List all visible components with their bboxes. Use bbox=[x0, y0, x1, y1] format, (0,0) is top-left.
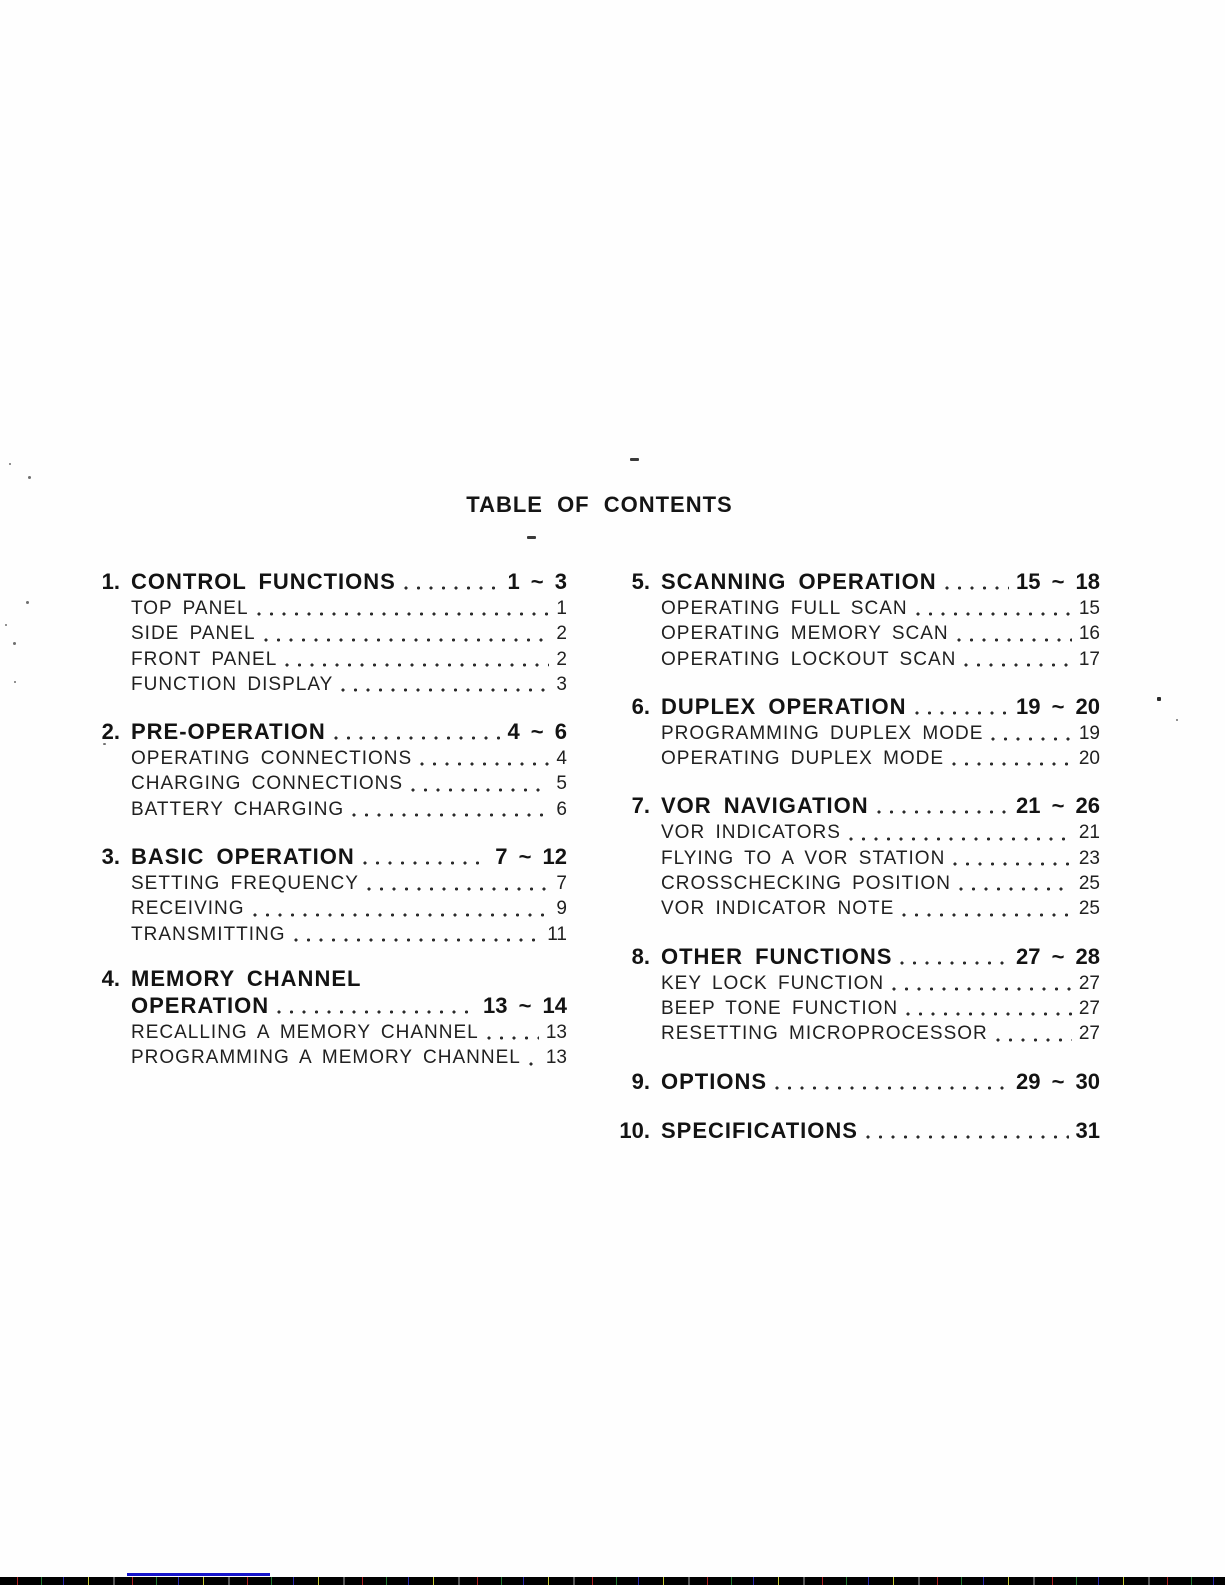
toc-entry-label: FLYING TO A VOR STATION bbox=[661, 847, 946, 869]
section-page-range: 19 ~ 20 bbox=[1015, 693, 1100, 719]
scan-speck bbox=[9, 463, 11, 465]
dot-leader bbox=[256, 621, 557, 646]
toc-entry bbox=[617, 820, 1100, 845]
toc-entry-label: FRONT PANEL bbox=[131, 648, 278, 670]
dot-leader bbox=[937, 567, 1016, 596]
toc-entry bbox=[617, 596, 1100, 621]
toc-entry-page: 19 bbox=[1078, 722, 1100, 744]
section-page-range: 7 ~ 12 bbox=[495, 844, 567, 870]
toc-entry-label: RECALLING A MEMORY CHANNEL bbox=[131, 1021, 479, 1043]
dot-leader bbox=[249, 596, 557, 621]
toc-entry-page: 15 bbox=[1078, 598, 1100, 619]
toc-entry-label: TOP PANEL bbox=[131, 598, 249, 619]
toc-entry-page: 2 bbox=[556, 623, 567, 645]
section-title: MEMORY CHANNEL bbox=[131, 965, 362, 991]
section-number: 2. bbox=[101, 719, 120, 745]
toc-entry bbox=[617, 721, 1100, 746]
scan-speck bbox=[28, 476, 31, 479]
toc-entry-page: 7 bbox=[556, 873, 567, 895]
toc-heading bbox=[90, 717, 567, 746]
toc-heading bbox=[617, 791, 1100, 820]
toc-entry-label: VOR INDICATOR NOTE bbox=[661, 898, 895, 920]
toc-section-specifications bbox=[617, 1116, 1100, 1145]
toc-entry bbox=[90, 621, 567, 646]
section-title: SPECIFICATIONS bbox=[661, 1117, 858, 1143]
toc-left-column bbox=[90, 567, 567, 1091]
toc-heading bbox=[617, 942, 1100, 971]
dot-leader bbox=[269, 991, 483, 1020]
toc-entry-label: OPERATING LOCKOUT SCAN bbox=[661, 648, 957, 670]
dot-leader bbox=[988, 1021, 1079, 1046]
section-number: 4. bbox=[101, 965, 120, 991]
dot-leader bbox=[869, 791, 1016, 820]
toc-right-column bbox=[617, 567, 1100, 1165]
toc-entry bbox=[617, 846, 1100, 871]
toc-entry-page: 27 bbox=[1078, 997, 1100, 1019]
dot-leader bbox=[956, 647, 1079, 672]
section-title: VOR NAVIGATION bbox=[661, 793, 869, 819]
toc-entry bbox=[90, 647, 567, 672]
toc-section-duplex-operation bbox=[617, 692, 1100, 772]
toc-entry-page: 13 bbox=[545, 1021, 567, 1043]
dot-leader bbox=[884, 971, 1079, 996]
dot-leader bbox=[907, 692, 1016, 721]
dot-leader bbox=[355, 842, 496, 871]
toc-entry-page: 11 bbox=[547, 923, 567, 945]
section-title: OTHER FUNCTIONS bbox=[661, 943, 893, 969]
toc-entry-label: CHARGING CONNECTIONS bbox=[131, 773, 404, 795]
toc-entry-page: 17 bbox=[1078, 648, 1100, 670]
section-title: PRE-OPERATION bbox=[131, 719, 326, 745]
toc-entry bbox=[90, 746, 567, 771]
section-title: OPTIONS bbox=[661, 1068, 768, 1094]
toc-entry-page: 13 bbox=[545, 1047, 567, 1069]
scan-artifact-dash-top bbox=[630, 458, 639, 461]
toc-entry-page: 1 bbox=[556, 598, 567, 619]
toc-entry bbox=[617, 746, 1100, 771]
dot-leader bbox=[951, 871, 1079, 896]
toc-section-pre-operation bbox=[90, 717, 567, 822]
scan-speck bbox=[5, 624, 7, 626]
toc-entry-page: 23 bbox=[1078, 847, 1100, 869]
toc-entry bbox=[617, 996, 1100, 1021]
toc-entry-label: TRANSMITTING bbox=[131, 923, 286, 945]
section-title: SCANNING OPERATION bbox=[661, 569, 937, 594]
dot-leader bbox=[521, 1045, 546, 1070]
toc-entry-label: CROSSCHECKING POSITION bbox=[661, 873, 951, 895]
section-title: DUPLEX OPERATION bbox=[661, 693, 907, 719]
dot-leader bbox=[344, 797, 556, 822]
toc-entry-label: BEEP TONE FUNCTION bbox=[661, 997, 899, 1019]
toc-entry-page: 20 bbox=[1078, 748, 1100, 770]
toc-entry bbox=[90, 922, 567, 947]
toc-heading bbox=[617, 567, 1100, 596]
toc-entry bbox=[617, 871, 1100, 896]
dot-leader bbox=[944, 746, 1079, 771]
toc-entry bbox=[90, 871, 567, 896]
toc-entry-label: SETTING FREQUENCY bbox=[131, 873, 359, 895]
toc-entry-label: OPERATING DUPLEX MODE bbox=[661, 748, 945, 770]
dot-leader bbox=[412, 746, 556, 771]
dot-leader bbox=[333, 672, 556, 697]
dot-leader bbox=[892, 942, 1016, 971]
scan-speck bbox=[1157, 697, 1161, 701]
toc-entry-label: FUNCTION DISPLAY bbox=[131, 673, 334, 695]
toc-entry-label: OPERATING MEMORY SCAN bbox=[661, 623, 949, 645]
section-page-range: 27 ~ 28 bbox=[1015, 943, 1100, 969]
section-page-range: 21 ~ 26 bbox=[1015, 793, 1100, 819]
toc-section-other-functions bbox=[617, 942, 1100, 1047]
dot-leader bbox=[359, 871, 557, 896]
scan-edge-noise-bar bbox=[0, 1577, 1225, 1585]
toc-entry bbox=[90, 797, 567, 822]
toc-entry bbox=[90, 596, 567, 621]
section-number: 6. bbox=[631, 693, 650, 719]
dot-leader bbox=[396, 567, 508, 596]
dot-leader bbox=[326, 717, 508, 746]
toc-entry bbox=[617, 971, 1100, 996]
toc-section-options bbox=[617, 1067, 1100, 1096]
toc-entry bbox=[90, 1020, 567, 1045]
dot-leader bbox=[908, 596, 1079, 621]
scan-artifact-dash-bottom bbox=[527, 536, 536, 539]
toc-entry bbox=[90, 771, 567, 796]
toc-heading bbox=[617, 1116, 1100, 1145]
toc-entry-label: OPERATING CONNECTIONS bbox=[131, 748, 413, 770]
toc-entry bbox=[90, 896, 567, 921]
toc-heading bbox=[90, 842, 567, 871]
section-number: 10. bbox=[619, 1117, 650, 1143]
dot-leader bbox=[277, 647, 556, 672]
section-number: 9. bbox=[631, 1068, 650, 1094]
toc-entry-page: 4 bbox=[556, 748, 567, 770]
section-page-range: 31 bbox=[1075, 1117, 1100, 1143]
section-number: 3. bbox=[101, 844, 120, 870]
toc-entry-page: 16 bbox=[1078, 623, 1100, 645]
section-title-line2: OPERATION bbox=[131, 992, 270, 1018]
dot-leader bbox=[858, 1116, 1076, 1145]
toc-entry-page: 9 bbox=[556, 898, 567, 920]
section-number: 5. bbox=[631, 569, 650, 594]
dot-leader bbox=[479, 1020, 546, 1045]
toc-entry-label: PROGRAMMING DUPLEX MODE bbox=[661, 722, 984, 744]
toc-entry bbox=[90, 672, 567, 697]
section-title: CONTROL FUNCTIONS bbox=[131, 569, 396, 594]
toc-heading bbox=[617, 1067, 1100, 1096]
toc-entry-page: 27 bbox=[1078, 972, 1100, 994]
toc-section-control-functions bbox=[90, 567, 567, 697]
toc-entry-page: 25 bbox=[1078, 898, 1100, 920]
toc-heading bbox=[617, 692, 1100, 721]
dot-leader bbox=[983, 721, 1078, 746]
toc-entry bbox=[90, 1045, 567, 1070]
scan-speck bbox=[1176, 719, 1178, 721]
dot-leader bbox=[286, 922, 548, 947]
toc-entry bbox=[617, 896, 1100, 921]
toc-section-scanning-operation bbox=[617, 567, 1100, 672]
toc-entry-label: BATTERY CHARGING bbox=[131, 798, 345, 820]
section-number: 7. bbox=[631, 793, 650, 819]
toc-entry-label: RECEIVING bbox=[131, 898, 245, 920]
dot-leader bbox=[894, 896, 1079, 921]
toc-section-memory-channel-operation bbox=[90, 967, 567, 1071]
section-number: 8. bbox=[631, 943, 650, 969]
toc-heading-line1 bbox=[90, 967, 567, 991]
section-page-range: 29 ~ 30 bbox=[1015, 1068, 1100, 1094]
toc-entry-page: 25 bbox=[1078, 873, 1100, 895]
toc-entry-page: 21 bbox=[1078, 822, 1100, 844]
toc-heading-line2 bbox=[90, 991, 567, 1020]
toc-entry-page: 6 bbox=[556, 798, 567, 820]
toc-entry-page: 27 bbox=[1078, 1023, 1100, 1045]
section-page-range: 13 ~ 14 bbox=[482, 992, 567, 1018]
page-title-container bbox=[0, 492, 1199, 518]
section-page-range: 1 ~ 3 bbox=[507, 569, 567, 594]
scan-artifact-blue-underline bbox=[127, 1573, 270, 1576]
toc-entry-label: PROGRAMMING A MEMORY CHANNEL bbox=[131, 1047, 521, 1069]
dot-leader bbox=[767, 1067, 1016, 1096]
toc-heading bbox=[90, 567, 567, 596]
scan-speck bbox=[14, 681, 16, 683]
dot-leader bbox=[841, 820, 1079, 845]
section-page-range: 15 ~ 18 bbox=[1015, 569, 1100, 594]
dot-leader bbox=[898, 996, 1079, 1021]
page-title: TABLE OF CONTENTS bbox=[466, 492, 733, 517]
section-title: BASIC OPERATION bbox=[131, 844, 355, 870]
toc-entry-label: KEY LOCK FUNCTION bbox=[661, 972, 885, 994]
dot-leader bbox=[403, 771, 556, 796]
dot-leader bbox=[945, 846, 1079, 871]
section-number: 1. bbox=[101, 569, 120, 594]
toc-entry-page: 3 bbox=[556, 673, 567, 695]
toc-entry-label: SIDE PANEL bbox=[131, 623, 256, 645]
toc-section-basic-operation bbox=[90, 842, 567, 947]
scan-speck bbox=[26, 601, 29, 604]
toc-entry-label: RESETTING MICROPROCESSOR bbox=[661, 1023, 988, 1045]
toc-entry-page: 5 bbox=[556, 773, 567, 795]
section-page-range: 4 ~ 6 bbox=[507, 719, 567, 745]
toc-section-vor-navigation bbox=[617, 791, 1100, 921]
dot-leader bbox=[949, 621, 1079, 646]
toc-entry bbox=[617, 1021, 1100, 1046]
scan-speck bbox=[13, 642, 16, 645]
toc-entry-page: 2 bbox=[556, 648, 567, 670]
dot-leader bbox=[245, 896, 557, 921]
toc-entry bbox=[617, 621, 1100, 646]
toc-entry bbox=[617, 647, 1100, 672]
toc-entry-label: VOR INDICATORS bbox=[661, 822, 841, 844]
toc-entry-label: OPERATING FULL SCAN bbox=[661, 598, 908, 619]
